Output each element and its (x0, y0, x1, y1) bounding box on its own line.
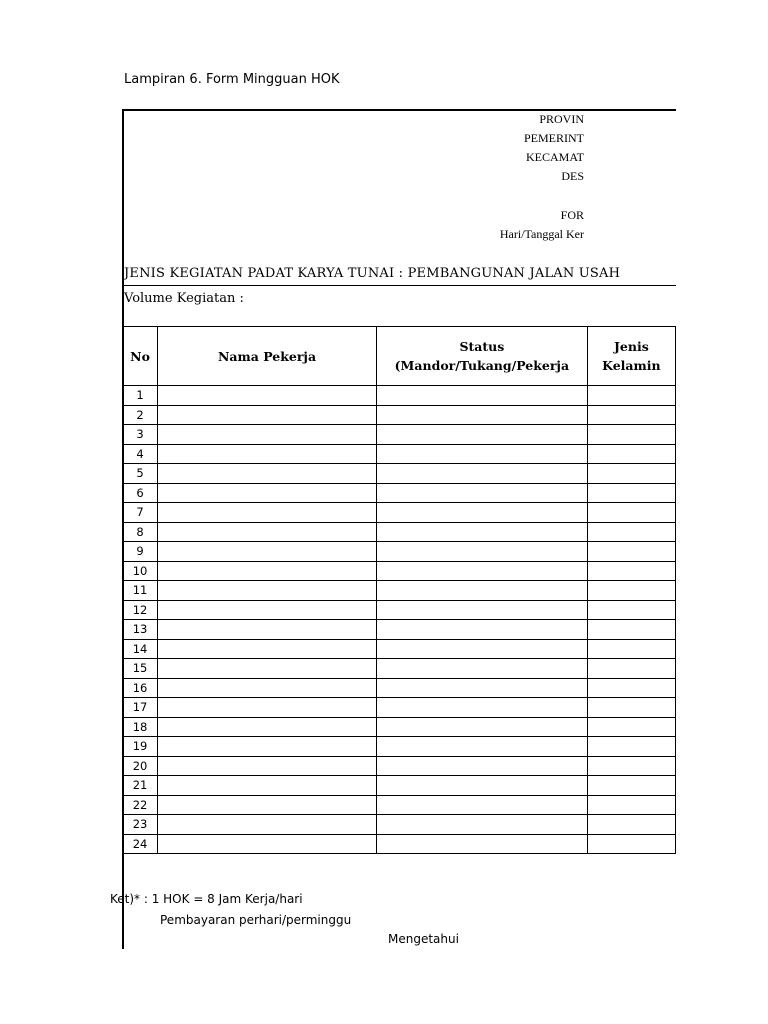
row-status-cell[interactable] (376, 425, 587, 445)
mengetahui-label: Mengetahui (388, 932, 459, 946)
row-jenis-cell[interactable] (587, 464, 675, 484)
row-nama-cell[interactable] (158, 425, 377, 445)
col-status-header (376, 327, 587, 386)
row-no-cell: 2 (123, 405, 158, 425)
row-no-cell: 5 (123, 464, 158, 484)
row-jenis-cell[interactable] (587, 815, 675, 835)
row-status-cell[interactable] (376, 620, 587, 640)
row-status-cell[interactable] (376, 542, 587, 562)
table-row (123, 425, 676, 445)
row-nama-cell[interactable] (158, 659, 377, 679)
ket-note-hok: Ket)* : 1 HOK = 8 Jam Kerja/hari (110, 892, 303, 906)
col-jenis-line1: Jenis (614, 339, 649, 354)
row-jenis-cell[interactable] (587, 737, 675, 757)
row-no-cell: 9 (123, 542, 158, 562)
table-row (123, 581, 676, 601)
row-no-cell: 23 (123, 815, 158, 835)
row-no-cell: 12 (123, 600, 158, 620)
jenis-underline (122, 285, 676, 286)
volume-kegiatan: Volume Kegiatan : (124, 291, 244, 306)
row-status-cell[interactable] (376, 464, 587, 484)
row-jenis-cell[interactable] (587, 425, 675, 445)
table-row (123, 464, 676, 484)
table-row (123, 815, 676, 835)
col-no-header: No (123, 327, 158, 386)
row-no-cell: 19 (123, 737, 158, 757)
row-no-cell: 13 (123, 620, 158, 640)
row-status-cell[interactable] (376, 600, 587, 620)
row-status-cell[interactable] (376, 698, 587, 718)
row-no-cell: 10 (123, 561, 158, 581)
table-row (123, 483, 676, 503)
row-nama-cell[interactable] (158, 776, 377, 796)
ket-note-pembayaran: Pembayaran perhari/perminggu (160, 913, 352, 927)
table-row (123, 698, 676, 718)
worker-table (122, 326, 676, 854)
row-jenis-cell[interactable] (587, 639, 675, 659)
caption: Lampiran 6. Form Mingguan HOK (124, 72, 340, 87)
row-nama-cell[interactable] (158, 581, 377, 601)
table-row (123, 776, 676, 796)
row-jenis-cell[interactable] (587, 386, 675, 406)
row-status-cell[interactable] (376, 444, 587, 464)
table-row (123, 620, 676, 640)
row-nama-cell[interactable] (158, 717, 377, 737)
row-nama-cell[interactable] (158, 698, 377, 718)
table-row (123, 600, 676, 620)
row-jenis-cell[interactable] (587, 444, 675, 464)
header-kecamatan: KECAMAT (525, 150, 584, 164)
row-nama-cell[interactable] (158, 795, 377, 815)
row-status-cell[interactable] (376, 834, 587, 854)
row-nama-cell[interactable] (158, 444, 377, 464)
row-status-cell[interactable] (376, 678, 587, 698)
row-status-cell[interactable] (376, 639, 587, 659)
row-status-cell[interactable] (376, 815, 587, 835)
row-no-cell: 14 (123, 639, 158, 659)
header-provinsi: PROVIN (539, 112, 584, 126)
row-status-cell[interactable] (376, 795, 587, 815)
row-jenis-cell[interactable] (587, 795, 675, 815)
row-status-cell[interactable] (376, 522, 587, 542)
row-no-cell: 4 (123, 444, 158, 464)
row-nama-cell[interactable] (158, 464, 377, 484)
row-no-cell: 24 (123, 834, 158, 854)
table-row (123, 678, 676, 698)
row-no-cell: 1 (123, 386, 158, 406)
row-nama-cell[interactable] (158, 503, 377, 523)
row-jenis-cell[interactable] (587, 522, 675, 542)
col-jenis-header (587, 327, 675, 386)
row-no-cell: 7 (123, 503, 158, 523)
header-hari-tanggal: Hari/Tanggal Ker (499, 227, 584, 241)
table-row (123, 639, 676, 659)
row-nama-cell[interactable] (158, 522, 377, 542)
table-row (123, 756, 676, 776)
table-row (123, 386, 676, 406)
table-row (123, 795, 676, 815)
header-pemerintah: PEMERINT (524, 131, 584, 145)
row-jenis-cell[interactable] (587, 503, 675, 523)
row-status-cell[interactable] (376, 737, 587, 757)
row-jenis-cell[interactable] (587, 483, 675, 503)
col-nama-header: Nama Pekerja (158, 327, 377, 386)
row-nama-cell[interactable] (158, 639, 377, 659)
table-row (123, 737, 676, 757)
row-jenis-cell[interactable] (587, 561, 675, 581)
row-jenis-cell[interactable] (587, 776, 675, 796)
row-status-cell[interactable] (376, 483, 587, 503)
row-nama-cell[interactable] (158, 815, 377, 835)
row-nama-cell[interactable] (158, 678, 377, 698)
row-jenis-cell[interactable] (587, 620, 675, 640)
row-nama-cell[interactable] (158, 620, 377, 640)
frame-left-border (122, 109, 124, 949)
row-no-cell: 21 (123, 776, 158, 796)
row-no-cell: 8 (123, 522, 158, 542)
row-nama-cell[interactable] (158, 542, 377, 562)
row-no-cell: 18 (123, 717, 158, 737)
row-nama-cell[interactable] (158, 386, 377, 406)
col-status-line1: Status (459, 339, 505, 354)
table-row (123, 503, 676, 523)
row-status-cell[interactable] (376, 386, 587, 406)
table-row (123, 405, 676, 425)
row-jenis-cell[interactable] (587, 542, 675, 562)
col-jenis-line2: Kelamin (602, 358, 661, 373)
row-status-cell[interactable] (376, 756, 587, 776)
row-jenis-cell[interactable] (587, 834, 675, 854)
table-row (123, 522, 676, 542)
row-no-cell: 15 (123, 659, 158, 679)
row-no-cell: 16 (123, 678, 158, 698)
row-nama-cell[interactable] (158, 405, 377, 425)
row-jenis-cell[interactable] (587, 405, 675, 425)
table-row (123, 542, 676, 562)
row-status-cell[interactable] (376, 561, 587, 581)
table-row (123, 659, 676, 679)
table-header-row (123, 327, 676, 386)
row-nama-cell[interactable] (158, 483, 377, 503)
row-no-cell: 20 (123, 756, 158, 776)
jenis-kegiatan: JENIS KEGIATAN PADAT KARYA TUNAI : PEMBANGUNAN JALAN USAH (124, 266, 621, 281)
row-jenis-cell[interactable] (587, 600, 675, 620)
table-row (123, 834, 676, 854)
row-jenis-cell[interactable] (587, 756, 675, 776)
header-desa: DES (561, 169, 584, 183)
table-row (123, 561, 676, 581)
row-status-cell[interactable] (376, 581, 587, 601)
table-row (123, 444, 676, 464)
row-no-cell: 17 (123, 698, 158, 718)
frame-top-border (122, 109, 676, 111)
col-status-line2: (Mandor/Tukang/Pekerja (394, 358, 570, 373)
row-status-cell[interactable] (376, 659, 587, 679)
row-no-cell: 11 (123, 581, 158, 601)
row-status-cell[interactable] (376, 503, 587, 523)
row-status-cell[interactable] (376, 405, 587, 425)
row-status-cell[interactable] (376, 717, 587, 737)
row-no-cell: 22 (123, 795, 158, 815)
row-jenis-cell[interactable] (587, 581, 675, 601)
header-form: FOR (560, 208, 584, 222)
row-jenis-cell[interactable] (587, 717, 675, 737)
row-jenis-cell[interactable] (587, 659, 675, 679)
row-status-cell[interactable] (376, 776, 587, 796)
row-jenis-cell[interactable] (587, 678, 675, 698)
row-nama-cell[interactable] (158, 834, 377, 854)
table-row (123, 717, 676, 737)
row-no-cell: 6 (123, 483, 158, 503)
row-jenis-cell[interactable] (587, 698, 675, 718)
row-no-cell: 3 (123, 425, 158, 445)
row-nama-cell[interactable] (158, 756, 377, 776)
row-nama-cell[interactable] (158, 737, 377, 757)
row-nama-cell[interactable] (158, 561, 377, 581)
row-nama-cell[interactable] (158, 600, 377, 620)
